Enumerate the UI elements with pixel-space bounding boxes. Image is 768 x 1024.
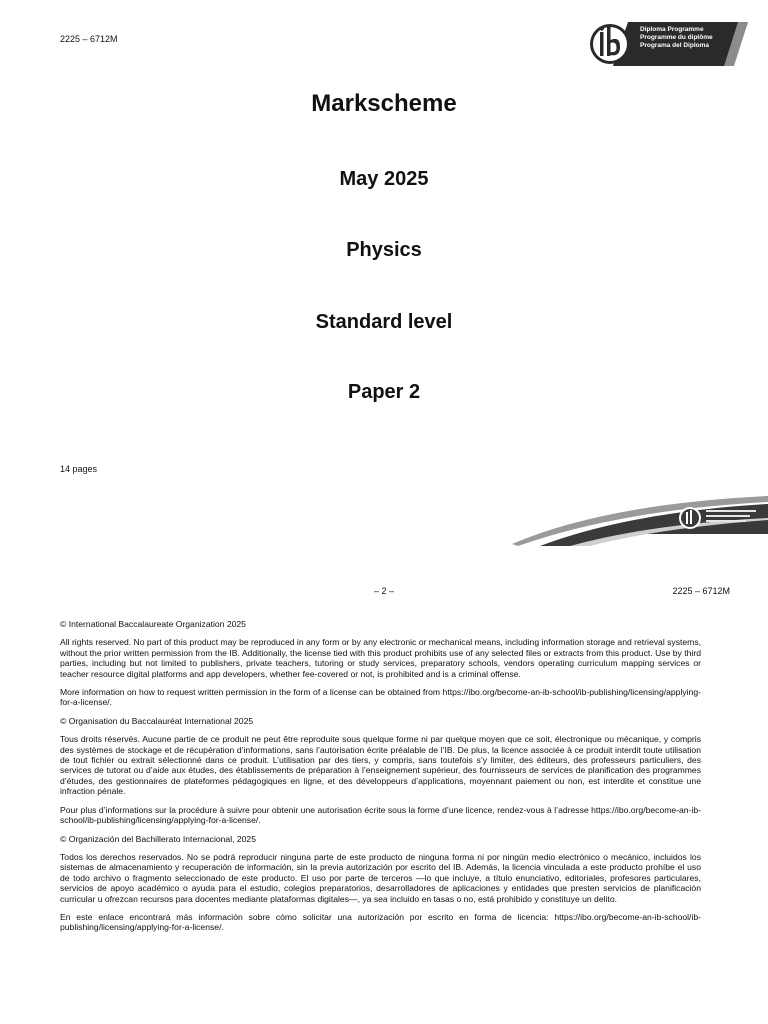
page-count: 14 pages — [60, 464, 98, 474]
rights-paragraph-en: All rights reserved. No part of this product may be reproduced in any form or by any electronic or mechanical means, including information storage and retrieval systems, without the prior written permission from the IB. Additionally, the license tied with this product prohibits use of any selected files or extracts from this product. Use by third parties, including but not limited to publishers, private teachers, tutoring or study services, preparatory schools, vendors operating curriculum mapping services or teacher resource digital platforms and app developers, whether fee-covered or not, is prohibited and is a criminal offense. — [60, 637, 702, 679]
document-code: 2225 – 6712M — [60, 34, 118, 44]
logo-line: Programme du diplôme — [640, 34, 713, 41]
license-info-es: En este enlace encontrará más información sobre cómo solicitar una autorización por escrito en forma de licencia: https://ibo.org/become-an-ib-school/ib-publishing/licensing/applying-for-a-license/. — [60, 911, 701, 933]
rights-paragraph-fr: Tous droits réservés. Aucune partie de ce produit ne peut être reproduite sous quelque forme ni par quelque moyen que ce soit, électronique ou mécanique, y compris des systèmes de stockage et de récupération d’informations, sans l’autorisation écrite préalable de l’IB. De plus, la licence associée à ce produit interdit toute utilisation de tout fichier ou extrait sélectionné dans ce produit. L’utilisation par des tiers, y compris, sans toutefois s’y limiter, des éditeurs, des professeurs particuliers, des services de tutorat ou d’aide aux études, des établissements de préparation à l’enseignement supérieur, des fournisseurs de services de planification des programmes d’études, des gestionnaires de plateformes pédagogiques en ligne, et des développeurs d’applications, moyennant paiement ou non, est interdite et constitue une infraction pénale. — [60, 734, 701, 797]
logo-text — [640, 26, 713, 50]
logo-line: Diploma Programme — [640, 26, 704, 33]
document-title: Markscheme — [311, 90, 457, 117]
logo-line: Programa del Diploma — [640, 42, 709, 49]
copyright-notice-es: © Organización del Bachillerato Internacional, 2025 — [60, 833, 256, 844]
license-info-fr: Pour plus d’informations sur la procédure à suivre pour obtenir une autorisation écrite sous la forme d’une licence, rendez-vous à l’adresse https://ibo.org/become-an-ib-school/ib-publishing/licensing/applying-for-a-license/. — [60, 804, 701, 826]
copyright-text — [60, 619, 701, 941]
page-number: – 2 – — [373, 586, 395, 596]
level-title: Standard level — [315, 311, 453, 333]
copyright-notice-en: © International Baccalaureate Organization 2025 — [60, 619, 246, 629]
rights-paragraph-es: Todos los derechos reservados. No se podrá reproducir ninguna parte de este producto de ninguna forma ni por ningún medio electrónico o mecánico, incluidos los sistemas de almacenamiento y recuperación de información, sin la previa autorización por escrito del IB. Además, la licencia vinculada a este producto prohíbe el uso de todo archivo o fragmento seleccionado de este producto. El uso por parte de terceros —lo que incluye, a título enunciativo, editoriales, profesores particulares, servicios de apoyo académico o ayuda para el estudio, colegios preparatorios, desarrolladores de aplicaciones y entidades que presten servicios de planificación curricular u ofrezcan recursos para docentes mediante plataformas digitales—, ya sea incluido en tasas o no, está prohibido y constituye un delito. — [60, 851, 701, 904]
copyright-page — [0, 548, 768, 1024]
document-code: 2225 – 6712M — [672, 586, 730, 596]
copyright-notice-fr: © Organisation du Baccalauréat International 2025 — [60, 715, 254, 726]
ib-swoosh-logo-icon — [510, 490, 768, 546]
exam-date: May 2025 — [339, 168, 429, 190]
paper-title: Paper 2 — [347, 381, 421, 403]
subject-title: Physics — [346, 239, 422, 261]
license-info-en: More information on how to request written permission in the form of a license can be obtained from https://ibo.org/become-an-ib-school/ib-publishing/licensing/applying-for-a-license/. — [60, 687, 701, 708]
